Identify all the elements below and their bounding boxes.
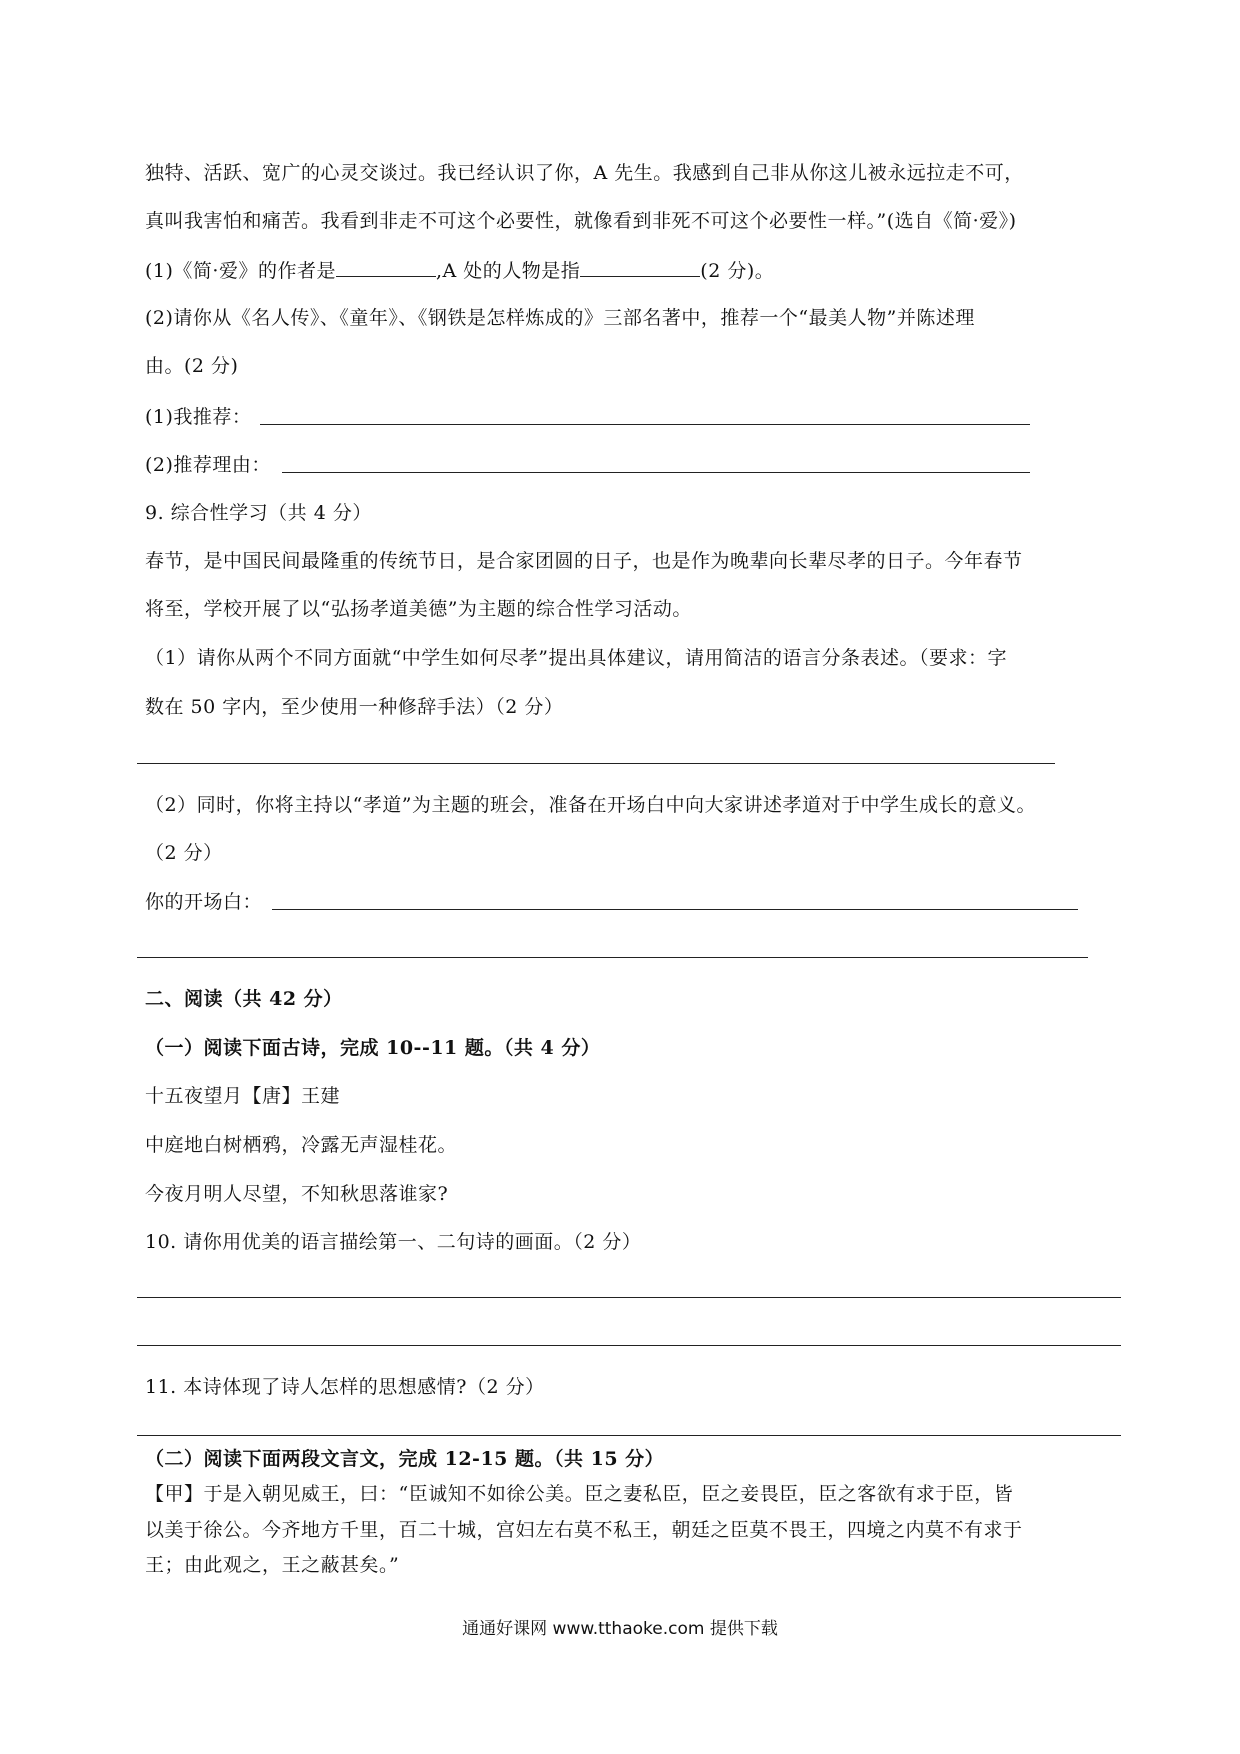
- question-9-sub2-line-2: （2 分）: [145, 842, 223, 864]
- passage-line-1: 独特、活跃、宽广的心灵交谈过。我已经认识了你，A 先生。我感到自己非从你这儿被永远拉走不可，: [145, 162, 1024, 184]
- question-11: 11. 本诗体现了诗人怎样的思想感情?（2 分）: [145, 1376, 545, 1398]
- q10-answer-line-2[interactable]: [137, 1345, 1121, 1346]
- question-9-title: 9. 综合性学习（共 4 分）: [145, 502, 372, 524]
- opening-answer-line-2[interactable]: [137, 957, 1088, 958]
- recommend-answer-line[interactable]: [260, 404, 1030, 425]
- classical-text-line-1: 【甲】于是入朝见威王，曰：“臣诚知不如徐公美。臣之妻私臣，臣之妾畏臣，臣之客欲有求于臣，皆: [145, 1483, 1014, 1505]
- opening-label: 你的开场白：: [145, 891, 263, 913]
- author-answer-blank[interactable]: [336, 256, 436, 277]
- section-2-title: 二、阅读（共 42 分）: [145, 988, 343, 1010]
- question-10: 10. 请你用优美的语言描绘第一、二句诗的画面。（2 分）: [145, 1231, 642, 1253]
- part-1-title: （一）阅读下面古诗，完成 10--11 题。（共 4 分）: [145, 1037, 601, 1059]
- question-8-sub2-line-2: 由。(2 分): [145, 355, 239, 377]
- footer-credit: 通通好课网 www.tthaoke.com 提供下载: [462, 1619, 778, 1639]
- q11-answer-line[interactable]: [137, 1435, 1121, 1436]
- reason-answer-line[interactable]: [282, 452, 1030, 473]
- recommend-label: (1)我推荐：: [145, 406, 252, 428]
- q8-sub1-text-a: (1)《简·爱》的作者是: [145, 260, 336, 282]
- opening-answer-line[interactable]: [272, 889, 1078, 910]
- part-2-title: （二）阅读下面两段文言文，完成 12-15 题。（共 15 分）: [145, 1448, 665, 1470]
- classical-text-line-2: 以美于徐公。今齐地方千里，百二十城，宫妇左右莫不私王，朝廷之臣莫不畏王，四境之内莫不有求于: [145, 1519, 1023, 1541]
- q9-sub1-answer-line[interactable]: [137, 763, 1055, 764]
- question-9-intro-line-2: 将至，学校开展了以“弘扬孝道美德”为主题的综合性学习活动。: [145, 598, 692, 620]
- q8-sub1-text-b: ,A 处的人物是指: [435, 260, 581, 282]
- q10-answer-line-1[interactable]: [137, 1297, 1121, 1298]
- q8-sub1-text-c: (2 分)。: [700, 260, 775, 282]
- passage-line-2: 真叫我害怕和痛苦。我看到非走不可这个必要性，就像看到非死不可这个必要性一样。”(选自《简·爱》): [145, 210, 1017, 232]
- reason-label: (2)推荐理由：: [145, 454, 271, 476]
- question-9-sub1-line-1: （1）请你从两个不同方面就“中学生如何尽孝”提出具体建议，请用简洁的语言分条表述。（要求：字: [145, 647, 1008, 669]
- poem-title: 十五夜望月【唐】王建: [145, 1085, 341, 1107]
- classical-text-line-3: 王；由此观之，王之蔽甚矣。”: [145, 1554, 400, 1576]
- poem-line-2: 今夜月明人尽望，不知秋思落谁家?: [145, 1183, 449, 1205]
- person-answer-blank[interactable]: [580, 256, 700, 277]
- question-9-intro-line-1: 春节，是中国民间最隆重的传统节日，是合家团圆的日子，也是作为晚辈向长辈尽孝的日子。今年春节: [145, 550, 1023, 572]
- question-8-sub1: [145, 256, 774, 284]
- poem-line-1: 中庭地白树栖鸦，冷露无声湿桂花。: [145, 1134, 458, 1156]
- question-8-sub2-line-1: (2)请你从《名人传》、《童年》、《钢铁是怎样炼成的》三部名著中，推荐一个“最美人物”并陈述理: [145, 307, 975, 329]
- question-9-sub2-line-1: （2）同时，你将主持以“孝道”为主题的班会，准备在开场白中向大家讲述孝道对于中学生成长的意义。: [145, 794, 1037, 816]
- question-9-sub1-line-2: 数在 50 字内，至少使用一种修辞手法）（2 分）: [145, 696, 564, 718]
